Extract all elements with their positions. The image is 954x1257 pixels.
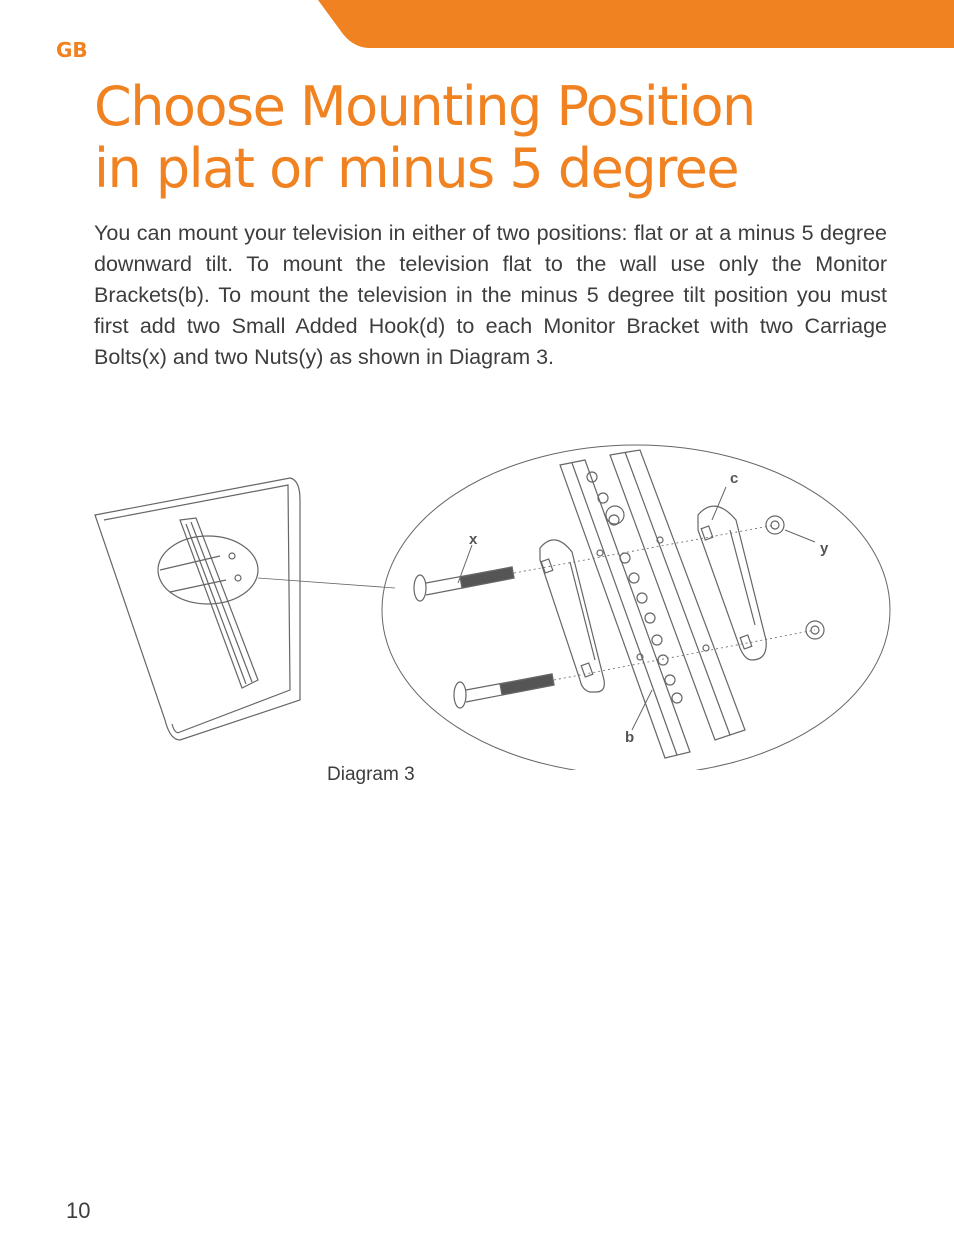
mounting-diagram	[0, 440, 954, 770]
detail-parts	[414, 450, 824, 758]
label-y: y	[820, 540, 829, 557]
instruction-paragraph: You can mount your television in either of two positions: flat or at a minus 5 degree downward tilt. To mount the television flat to the wall use only the Monitor Brackets(b). To mount the television in the minus 5 degree tilt position you must first add two Small Added Hook(d) to each Monitor Bracket with two Carriage Bolts(x) and two Nuts(y) as shown in Diagram 3.	[94, 221, 887, 369]
label-b: b	[625, 729, 635, 746]
label-x: x	[469, 531, 478, 548]
page-title-line-1: Choose Mounting Position	[94, 75, 755, 138]
tv-back-illustration	[95, 478, 395, 740]
page-title	[94, 76, 914, 200]
language-tab: GB	[56, 38, 88, 62]
page-number: 10	[66, 1198, 91, 1223]
diagram-caption: Diagram 3	[327, 764, 415, 785]
page-title-line-2: in plat or minus 5 degree	[94, 137, 739, 200]
label-c: c	[730, 470, 739, 487]
header-accent-band	[0, 0, 954, 50]
